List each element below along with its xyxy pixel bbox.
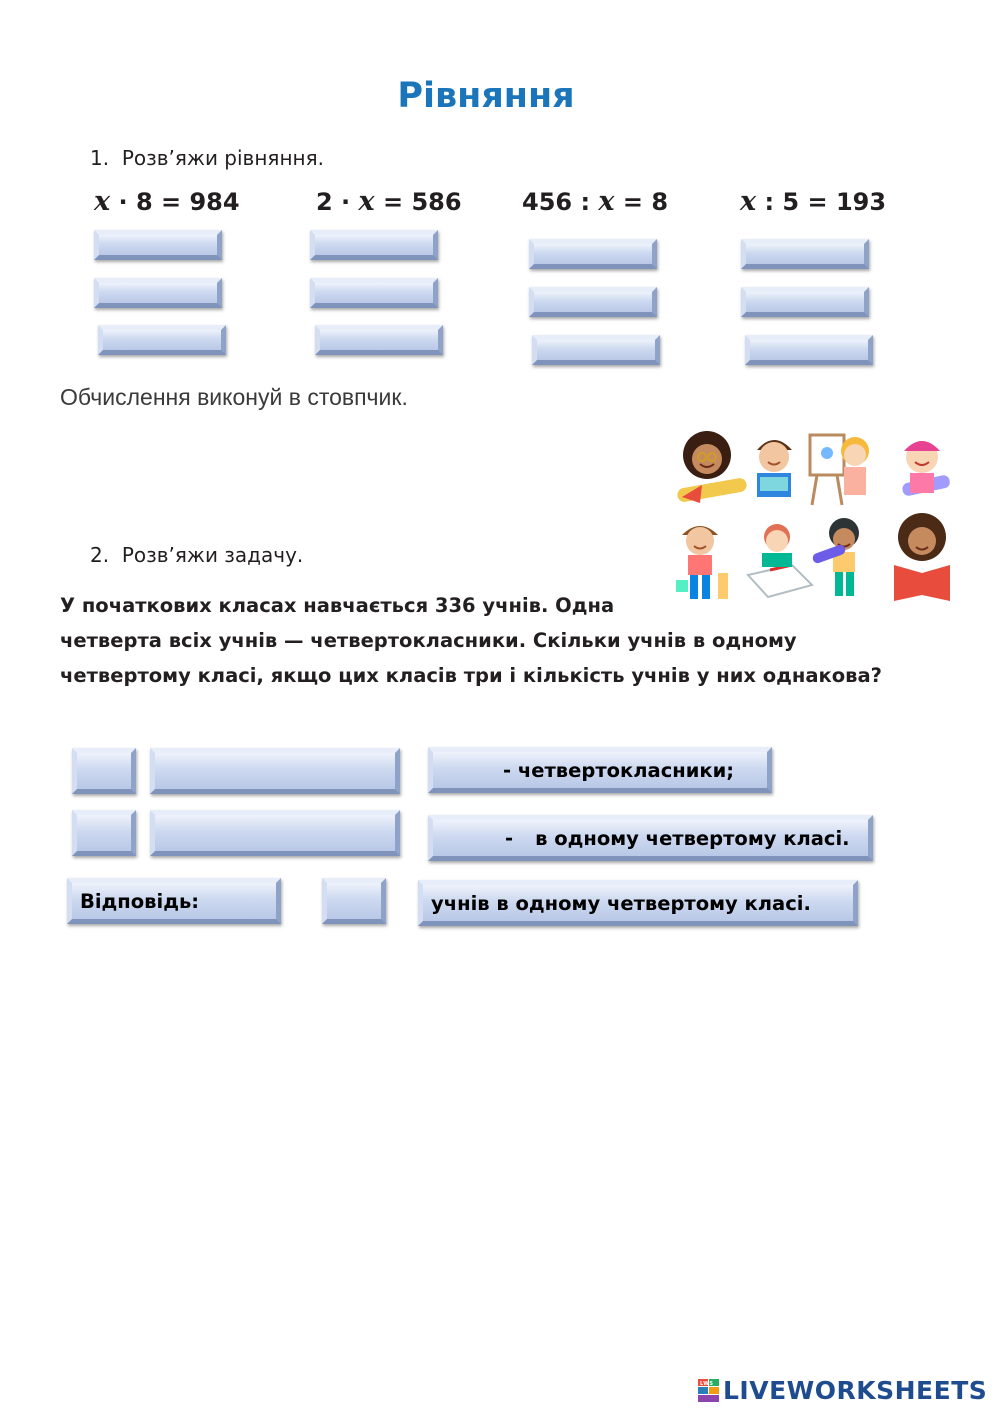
task-2-heading	[90, 543, 303, 567]
eq4-answer-box-3[interactable]	[745, 335, 873, 365]
page-title: Рівняння	[397, 76, 575, 116]
answer-text-box	[418, 880, 858, 926]
liveworksheets-brand: LIVEWORKSHEETS	[723, 1376, 988, 1405]
equation-3: 456 : x = 8	[522, 186, 669, 217]
liveworksheets-logo-icon	[698, 1379, 720, 1403]
eq1-answer-box-1[interactable]	[94, 230, 222, 260]
children-illustration	[672, 425, 957, 605]
step1-number-box[interactable]	[72, 748, 136, 794]
step2-expression-box[interactable]	[150, 810, 400, 856]
fourth-graders-text: - четвертокласники;	[503, 758, 735, 782]
eq2-answer-box-2[interactable]	[310, 278, 438, 308]
eq4-answer-box-1[interactable]	[741, 239, 869, 269]
kid-8-figure	[894, 513, 950, 601]
answer-label: Відповідь:	[80, 889, 200, 913]
kid-6-figure	[748, 524, 812, 597]
logo-mark-letter-l: LWS	[700, 1380, 714, 1387]
eq3-answer-box-3[interactable]	[532, 335, 660, 365]
kid-1-figure	[676, 431, 747, 503]
eq3-answer-box-2[interactable]	[529, 287, 657, 317]
kid-4-figure	[901, 441, 951, 497]
eq4-answer-box-2[interactable]	[741, 287, 869, 317]
answer-text: учнів в одному четвертому класі.	[431, 891, 811, 915]
equation-1: x · 8 = 984	[94, 186, 240, 217]
step1-result-label	[428, 747, 772, 793]
liveworksheets-logo	[698, 1376, 987, 1405]
equation-2: 2 · x = 586	[316, 186, 462, 217]
task-2-label: Розв’яжи задачу.	[121, 543, 304, 567]
eq1-answer-box-2[interactable]	[94, 278, 222, 308]
eq3-answer-box-1[interactable]	[529, 239, 657, 269]
answer-number-box[interactable]	[322, 878, 386, 924]
eq1-answer-box-3[interactable]	[98, 325, 226, 355]
problem-line-2: четверта всіх учнів — четвертокласники. Скільки учнів в одному	[60, 629, 797, 652]
task-1-label: Розв’яжи рівняння.	[121, 146, 324, 170]
task-1-heading	[90, 146, 324, 170]
per-class-text: в одному четвертому класі.	[535, 826, 850, 850]
problem-line-3: четвертому класі, якщо цих класів три і кількість учнів у них однакова?	[60, 664, 882, 687]
problem-line-1: У початкових класах навчається 336 учнів. Одна	[60, 594, 615, 617]
eq2-answer-box-1[interactable]	[310, 230, 438, 260]
step2-number-box[interactable]	[72, 810, 136, 856]
step2-dash: -	[505, 826, 514, 850]
task-2-number: 2.	[90, 543, 110, 567]
eq2-answer-box-3[interactable]	[315, 325, 443, 355]
equation-4: x : 5 = 193	[740, 186, 887, 217]
kid-7-figure	[811, 518, 859, 596]
kid-5-figure	[676, 526, 728, 599]
kid-3-figure	[810, 435, 869, 505]
kid-2-figure	[757, 440, 792, 497]
answer-label-box	[67, 878, 281, 924]
task-1-number: 1.	[90, 146, 110, 170]
step2-result-label	[428, 815, 873, 861]
step1-expression-box[interactable]	[150, 748, 400, 794]
column-calculation-note: Обчислення виконуй в стовпчик.	[60, 384, 408, 410]
